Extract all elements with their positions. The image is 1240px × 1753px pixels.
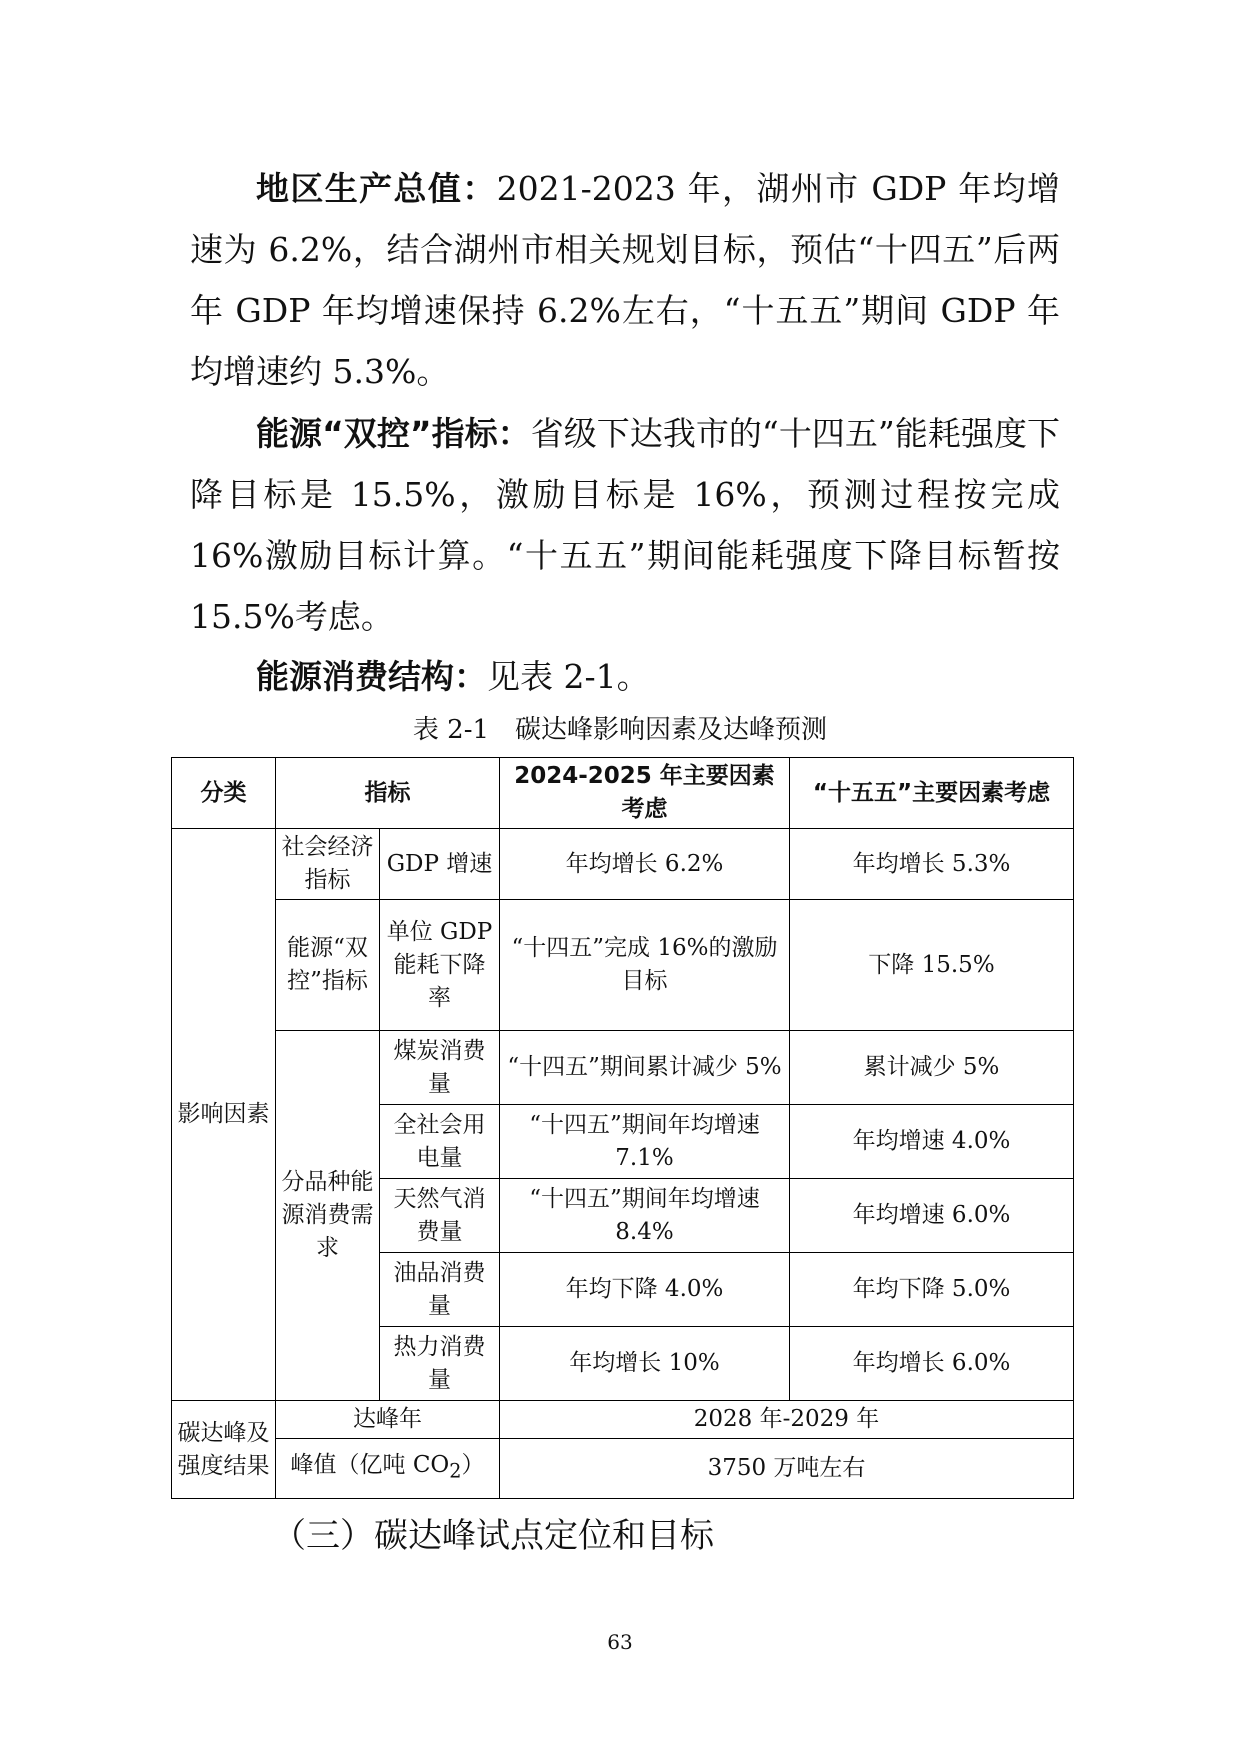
header-indicator: 指标: [276, 758, 500, 829]
indicator-cell: 煤炭消费量: [380, 1031, 500, 1105]
value-2024-cell: “十四五”完成 16%的激励目标: [500, 900, 790, 1031]
value-2024-cell: “十四五”期间年均增速 7.1%: [500, 1105, 790, 1179]
value-15-cell: 年均增长 6.0%: [790, 1327, 1074, 1401]
paragraph-label: 地区生产总值：: [256, 169, 497, 208]
indicator-cell: 全社会用电量: [380, 1105, 500, 1179]
group-influence: 影响因素: [172, 829, 276, 1401]
paragraph-gdp: [190, 158, 1060, 402]
paragraph-text: 见表 2-1。: [487, 657, 650, 696]
paragraph-label: 能源消费结构：: [256, 657, 487, 696]
table-caption: 表 2-1 碳达峰影响因素及达峰预测: [412, 715, 828, 745]
indicator-cell: GDP 增速: [380, 829, 500, 900]
value-2024-cell: 年均增长 6.2%: [500, 829, 790, 900]
subgroup-energy-control: 能源“双控”指标: [276, 900, 380, 1031]
section-heading: （三）碳达峰试点定位和目标: [272, 1516, 714, 1556]
peak-value-label-close: ）: [461, 1452, 485, 1479]
value-15-cell: 年均增速 4.0%: [790, 1105, 1074, 1179]
peak-value-subscript: 2: [449, 1459, 462, 1483]
forecast-table: [171, 757, 1074, 1499]
indicator-cell: 单位 GDP 能耗下降率: [380, 900, 500, 1031]
peak-value-label: [276, 1439, 500, 1499]
header-category: 分类: [172, 758, 276, 829]
indicator-cell: 油品消费量: [380, 1253, 500, 1327]
value-15-cell: 年均下降 5.0%: [790, 1253, 1074, 1327]
value-2024-cell: “十四五”期间累计减少 5%: [500, 1031, 790, 1105]
value-15-cell: 年均增长 5.3%: [790, 829, 1074, 900]
page-number: 63: [607, 1630, 633, 1654]
table-row: [172, 1031, 1074, 1105]
value-15-cell: 下降 15.5%: [790, 900, 1074, 1031]
peak-value-label-text: 峰值（亿吨 CO: [290, 1452, 450, 1479]
header-15th-plan: “十五五”主要因素考虑: [790, 758, 1074, 829]
peak-year-label: 达峰年: [276, 1401, 500, 1439]
peak-year-value: 2028 年-2029 年: [500, 1401, 1074, 1439]
peak-value-value: 3750 万吨左右: [500, 1439, 1074, 1499]
value-2024-cell: 年均增长 10%: [500, 1327, 790, 1401]
table-row: [172, 829, 1074, 900]
indicator-cell: 天然气消费量: [380, 1179, 500, 1253]
value-2024-cell: 年均下降 4.0%: [500, 1253, 790, 1327]
table-header-row: [172, 758, 1074, 829]
paragraph-text: 2021-2023 年，湖州市 GDP 年均增速为 6.2%，结合湖州市相关规划目标，预估“十四五”后两年 GDP 年均增速保持 6.2%左右，“十五五”期间 GDP 年均增速约 5.3%。: [190, 169, 1061, 391]
subgroup-social: 社会经济指标: [276, 829, 380, 900]
indicator-cell: 热力消费量: [380, 1327, 500, 1401]
paragraph-energy-control: [190, 403, 1060, 647]
value-2024-cell: “十四五”期间年均增速 8.4%: [500, 1179, 790, 1253]
group-result: 碳达峰及强度结果: [172, 1401, 276, 1499]
table-row: [172, 900, 1074, 1031]
value-15-cell: 累计减少 5%: [790, 1031, 1074, 1105]
table-row: [172, 1401, 1074, 1439]
table-row: [172, 1439, 1074, 1499]
header-2024-2025: 2024-2025 年主要因素考虑: [500, 758, 790, 829]
paragraph-text: 省级下达我市的“十四五”能耗强度下降目标是 15.5%，激励目标是 16%，预测过程按完成 16%激励目标计算。“十五五”期间能耗强度下降目标暂按 15.5%考虑。: [190, 414, 1060, 636]
paragraph-label: 能源“双控”指标：: [256, 414, 531, 453]
value-15-cell: 年均增速 6.0%: [790, 1179, 1074, 1253]
paragraph-energy-structure: [190, 646, 1060, 707]
subgroup-supply: 分品种能源消费需求: [276, 1031, 380, 1401]
